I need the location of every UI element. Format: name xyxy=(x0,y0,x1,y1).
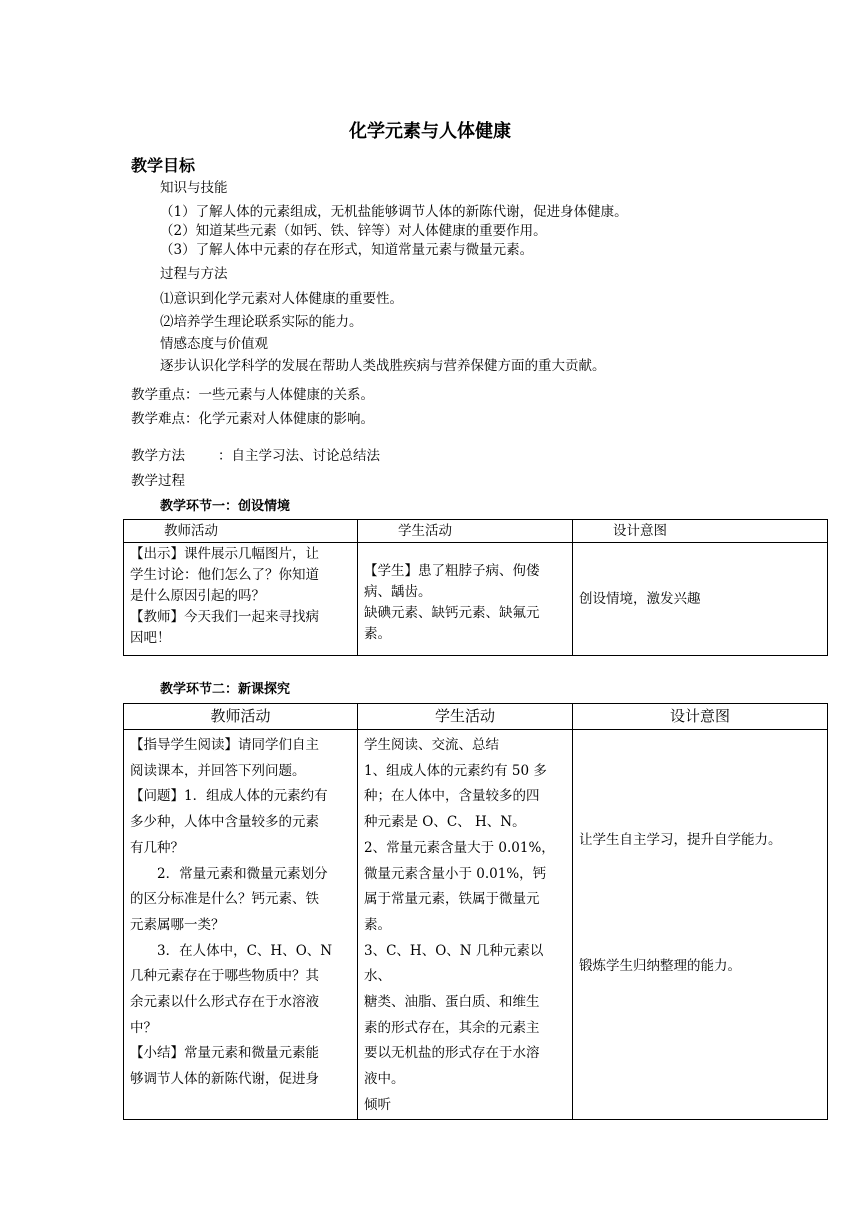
knowledge-item-2: （2）知道某些元素（如钙、铁、锌等）对人体健康的重要作用。 xyxy=(160,223,547,239)
section1-header-intent: 设计意图 xyxy=(573,520,828,543)
cell-text-line: 微量元素含量小于 0.01%，钙 xyxy=(364,865,547,882)
process-item-1: ⑴意识到化学元素对人体健康的重要性。 xyxy=(160,291,403,307)
objectives-heading: 教学目标 xyxy=(131,156,196,175)
knowledge-heading: 知识与技能 xyxy=(160,180,228,196)
section2-intent-cell xyxy=(573,730,828,1120)
cell-text-line: 1、组成人体的元素约有 50 多 xyxy=(364,762,547,779)
document-title: 化学元素与人体健康 xyxy=(349,121,511,142)
cell-text-line: 【教师】今天我们一起来寻找病 xyxy=(130,609,319,625)
cell-text-line: 【问题】1．组成人体的元素约有 xyxy=(130,788,328,805)
cell-text-line: 糖类、油脂、蛋白质、和维生 xyxy=(364,994,540,1011)
section1-teacher-cell xyxy=(124,543,358,656)
section1-heading: 教学环节一：创设情境 xyxy=(160,499,291,514)
knowledge-item-3: （3）了解人体中元素的存在形式，知道常量元素与微量元素。 xyxy=(160,242,534,258)
cell-text-line: 多少种，人体中含量较多的元素 xyxy=(130,814,319,831)
knowledge-item-1: （1）了解人体的元素组成，无机盐能够调节人体的新陈代谢，促进身体健康。 xyxy=(160,204,628,220)
cell-text-line: 素。 xyxy=(364,626,391,642)
cell-text-line: 【学生】患了粗脖子病、佝偻 xyxy=(364,563,540,579)
section2-teacher-cell xyxy=(124,730,358,1120)
cell-text-line: 倾听 xyxy=(364,1096,391,1113)
cell-text-line: 元素属哪一类？ xyxy=(130,916,225,933)
cell-text-line: 素。 xyxy=(364,916,391,933)
section2-header-teacher: 教师活动 xyxy=(124,704,358,730)
cell-text-line: 学生讨论：他们怎么了？你知道 xyxy=(130,567,319,583)
difficult-point: 教学难点：化学元素对人体健康的影响。 xyxy=(131,411,374,427)
attitude-heading: 情感态度与价值观 xyxy=(160,336,268,352)
cell-text-line: 阅读课本，并回答下列问题。 xyxy=(130,762,306,779)
section1-intent-cell: 创设情境，激发兴趣 xyxy=(573,543,828,656)
section2-header-student: 学生活动 xyxy=(358,704,573,730)
cell-text-line: 的区分标准是什么？钙元素、铁 xyxy=(130,891,319,908)
cell-text-line: 种元素是 O、C、 H、N。 xyxy=(364,814,526,831)
cell-text-line: 3．在人体中，C、H、O、N xyxy=(130,942,333,959)
cell-text-line: 液中。 xyxy=(364,1071,405,1088)
cell-text-line: 够调节人体的新陈代谢，促进身 xyxy=(130,1071,319,1088)
section2-student-cell xyxy=(358,730,573,1120)
process-label: 教学过程 xyxy=(131,473,185,489)
method-label: 教学方法 xyxy=(131,448,185,464)
cell-text-line: 3、C、H、O、N 几种元素以水、 xyxy=(364,942,544,985)
cell-text-line: 病、龋齿。 xyxy=(364,584,432,600)
section1-student-cell xyxy=(358,543,573,656)
section2-intent-1: 让学生自主学习，提升自学能力。 xyxy=(579,832,782,848)
cell-text-line: 【指导学生阅读】请同学们自主 xyxy=(130,737,319,753)
cell-text-line: 缺碘元素、缺钙元素、缺氟元 xyxy=(364,605,540,621)
section1-header-student: 学生活动 xyxy=(358,520,573,543)
section1-table xyxy=(123,519,828,656)
process-item-2: ⑵培养学生理论联系实际的能力。 xyxy=(160,314,363,330)
key-point: 教学重点：一些元素与人体健康的关系。 xyxy=(131,387,374,403)
section2-heading: 教学环节二：新课探究 xyxy=(160,682,291,697)
cell-text-line: 2、常量元素含量大于 0.01%， xyxy=(364,839,555,856)
cell-text-line: 【出示】课件展示几幅图片，让 xyxy=(130,546,319,562)
cell-text-line: 是什么原因引起的吗？ xyxy=(130,588,265,604)
cell-text-line: 属于常量元素，铁属于微量元 xyxy=(364,891,540,908)
method-value: ：自主学习法、讨论总结法 xyxy=(218,448,380,464)
cell-text-line: 余元素以什么形式存在于水溶液 xyxy=(130,994,319,1011)
cell-text-line: 有几种？ xyxy=(130,839,184,856)
cell-text-line: 要以无机盐的形式存在于水溶 xyxy=(364,1045,540,1062)
section1-header-teacher: 教师活动 xyxy=(124,520,358,543)
cell-text-line: 【小结】常量元素和微量元素能 xyxy=(130,1045,319,1062)
cell-text-line: 因吧！ xyxy=(130,630,171,646)
cell-text-line: 2．常量元素和微量元素划分 xyxy=(130,865,328,882)
cell-text-line: 学生阅读、交流、总结 xyxy=(364,737,499,753)
cell-text-line: 中？ xyxy=(130,1019,157,1036)
section2-table xyxy=(123,703,828,1120)
process-heading: 过程与方法 xyxy=(160,266,228,282)
cell-text-line: 种；在人体中，含量较多的四 xyxy=(364,788,540,805)
section2-intent-2: 锻炼学生归纳整理的能力。 xyxy=(579,958,741,974)
cell-text-line: 素的形式存在，其余的元素主 xyxy=(364,1019,540,1036)
section2-header-intent: 设计意图 xyxy=(573,704,828,730)
attitude-text: 逐步认识化学科学的发展在帮助人类战胜疾病与营养保健方面的重大贡献。 xyxy=(160,358,606,374)
cell-text-line: 几种元素存在于哪些物质中？其 xyxy=(130,968,319,985)
